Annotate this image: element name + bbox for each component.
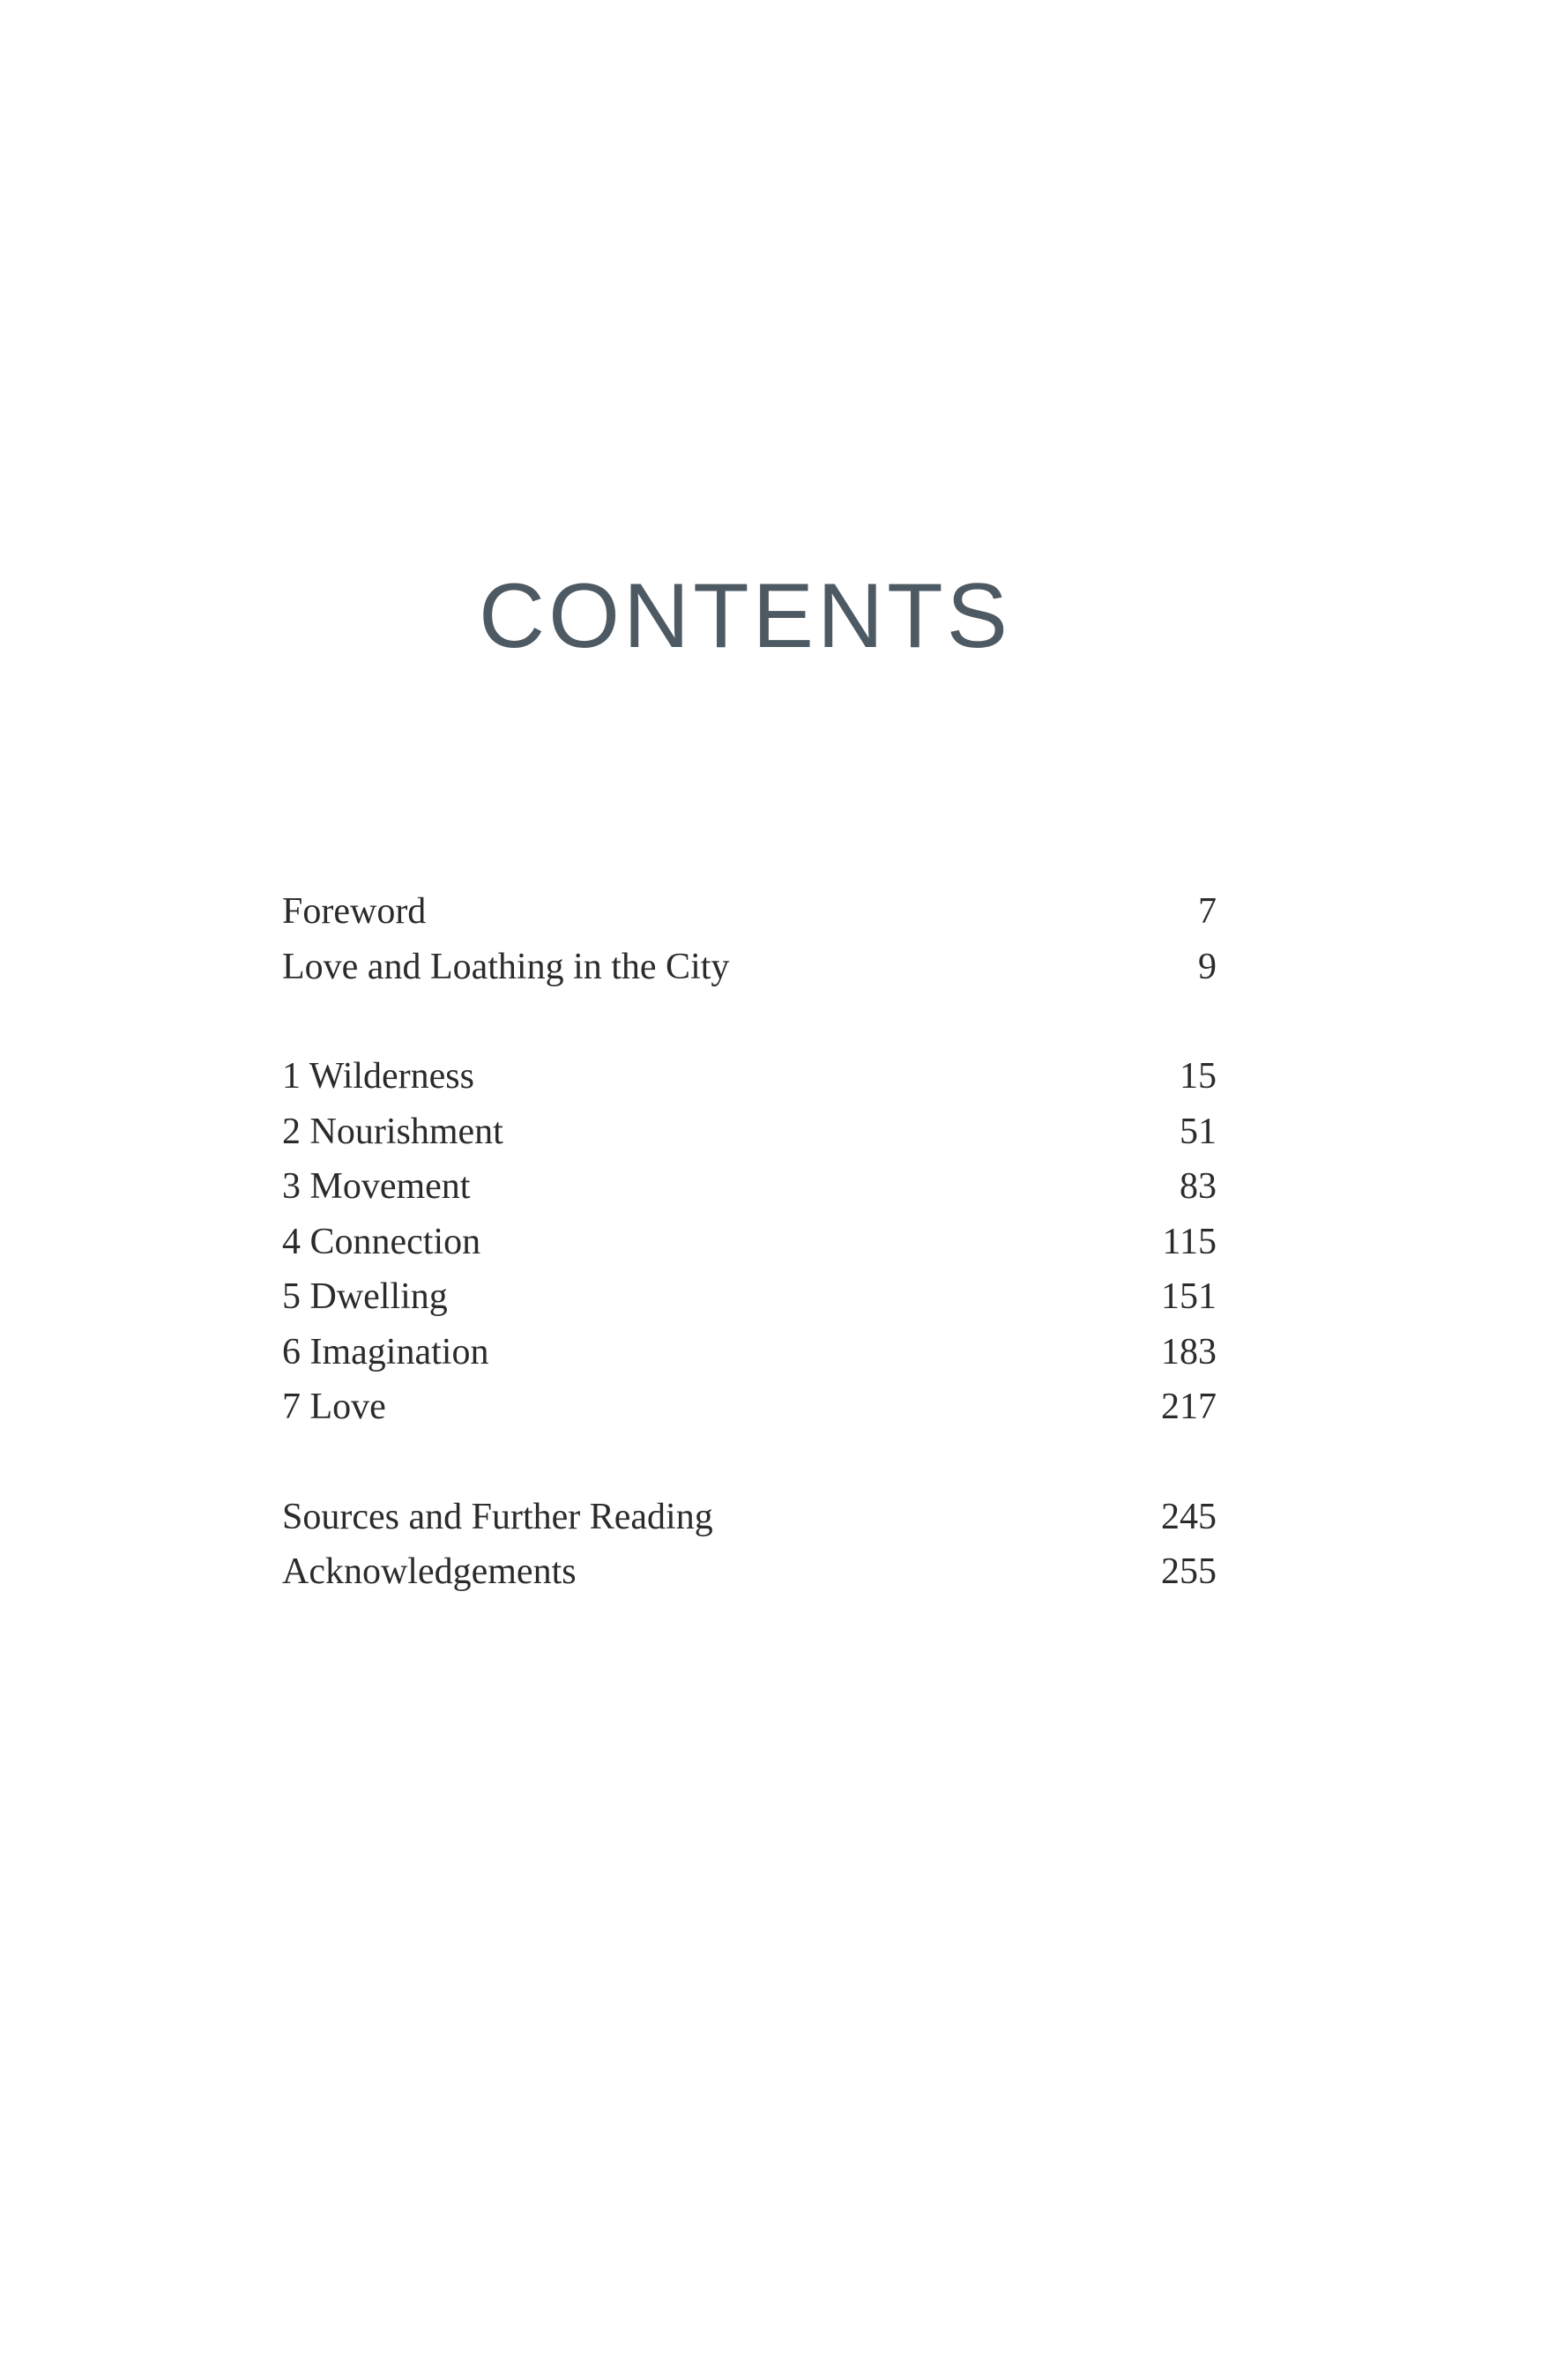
toc-entry — [282, 940, 1217, 995]
toc-entry-page: 245 — [1161, 1496, 1217, 1537]
toc-entry-page: 51 — [1180, 1111, 1217, 1152]
toc-entry — [282, 1049, 1217, 1104]
table-of-contents — [282, 884, 1217, 1655]
toc-entry-page: 217 — [1161, 1387, 1217, 1427]
toc-entry-page: 115 — [1162, 1221, 1217, 1262]
toc-entry-label: Sources and Further Reading — [282, 1496, 713, 1537]
toc-group-front-matter — [282, 884, 1217, 994]
toc-group-chapters — [282, 1049, 1217, 1435]
toc-entry — [282, 1215, 1217, 1270]
toc-entry-page: 9 — [1198, 946, 1217, 987]
toc-entry — [282, 884, 1217, 940]
toc-entry — [282, 1159, 1217, 1215]
toc-entry-page: 83 — [1180, 1166, 1217, 1207]
toc-entry-label: 2 Nourishment — [282, 1111, 503, 1152]
page-title: CONTENTS — [479, 565, 1011, 667]
toc-entry-label: 7 Love — [282, 1387, 386, 1427]
toc-group-back-matter — [282, 1490, 1217, 1600]
toc-entry-label: 1 Wilderness — [282, 1056, 474, 1097]
toc-entry-label: 6 Imagination — [282, 1331, 489, 1372]
toc-entry-label: Love and Loathing in the City — [282, 946, 730, 987]
toc-entry — [282, 1269, 1217, 1325]
toc-entry — [282, 1544, 1217, 1600]
toc-entry-label: 4 Connection — [282, 1221, 481, 1262]
toc-entry-page: 151 — [1161, 1276, 1217, 1317]
toc-entry-label: 3 Movement — [282, 1166, 471, 1207]
toc-entry — [282, 1104, 1217, 1160]
toc-entry-page: 183 — [1161, 1331, 1217, 1372]
toc-entry-label: Foreword — [282, 891, 427, 932]
toc-entry-page: 7 — [1198, 891, 1217, 932]
toc-entry — [282, 1325, 1217, 1380]
toc-entry — [282, 1490, 1217, 1545]
toc-entry-page: 15 — [1180, 1056, 1217, 1097]
toc-entry-label: Acknowledgements — [282, 1551, 577, 1592]
toc-entry-label: 5 Dwelling — [282, 1276, 448, 1317]
toc-entry — [282, 1380, 1217, 1435]
toc-entry-page: 255 — [1161, 1551, 1217, 1592]
